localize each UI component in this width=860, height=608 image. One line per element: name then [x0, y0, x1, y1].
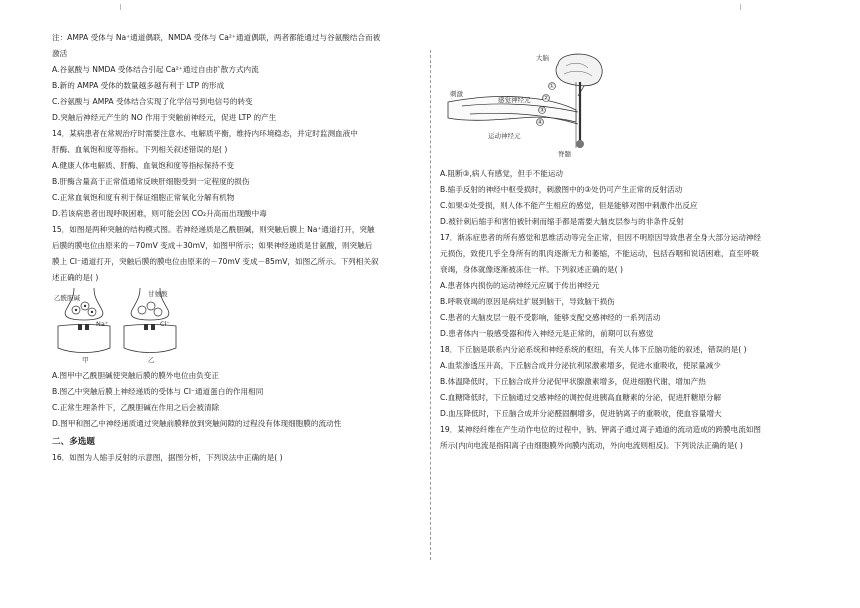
text-line: B.图乙中突触后膜上神经递质的受体与 Cl⁻通道蛋白的作用相同: [52, 387, 264, 396]
text-line: D.血压降低时，下丘脑合成并分泌醛固酮增多，促进钠离子的重吸收，使血容量增大: [440, 409, 722, 418]
fig-label-sensory-neuron: 感觉神经元: [498, 96, 531, 104]
text-line: A.患者体内损伤的运动神经元应属于传出神经元: [440, 281, 600, 290]
text-line: A.阻断③,病人有感觉，但手不能运动: [440, 169, 564, 178]
question-15-stem: 15．如图是两种突触的结构模式图。若神经递质是乙酰胆碱，则突触后膜上 Na⁺通道打开，突触: [52, 225, 375, 234]
question-16-stem: 16．如图为人缩手反射的示意图，据图分析，下列说法中正确的是( ): [52, 453, 283, 462]
text-line: C.谷氨酸与 AMPA 受体结合实现了化学信号到电信号的转变: [52, 97, 253, 106]
text-line: A.谷氨酸与 NMDA 受体结合引起 Ca²⁺通过自由扩散方式内流: [52, 65, 259, 74]
fig-marker-2: ②: [543, 94, 549, 102]
text-line: D.若该病患者出现呼吸困难，则可能会因 CO₂升高而出现酸中毒: [52, 209, 267, 218]
synapse-figure: [52, 288, 422, 364]
reflex-arc-figure: [440, 52, 808, 162]
text-line: 元损伤，致使几乎全身所有的肌肉逐渐无力和萎缩，不能运动，包括吞咽和说话困难，直至呼吸: [440, 249, 759, 258]
fig-label-cl: Cl⁻: [160, 320, 170, 328]
text-line: 衰竭，身体就像逐渐被冻住一样。下列叙述正确的是( ): [440, 265, 623, 274]
text-line: 膜上 Cl⁻通道打开，突触后膜的膜电位由原来的－70mV 变成－85mV，如图乙所示。下列相关叙: [52, 257, 379, 266]
question-14-stem: 14．某病患者在常规治疗时需要注意水、电解质平衡，维持内环境稳态，并定时监测血液中: [52, 129, 358, 138]
fig-label-motor-neuron: 运动神经元: [488, 132, 521, 140]
fig-marker-4: ④: [537, 118, 543, 126]
text-line: B.呼吸衰竭的原因是病灶扩展到脑干，导致脑干损伤: [440, 297, 615, 306]
text-line: 激活: [52, 49, 68, 58]
text-line: C.正常血氧饱和度有利于保证细胞正常氧化分解有机物: [52, 193, 235, 202]
text-line: D.患者体内一般感受器和传入神经元是正常的，前期可以有感觉: [440, 329, 654, 338]
text-line: 述正确的是( ): [52, 273, 99, 282]
fig-label-brain: 大脑: [536, 54, 549, 62]
text-line: 肝酶、血氧饱和度等指标。下列相关叙述错误的是( ): [52, 145, 228, 154]
section-title: 二、多选题: [52, 437, 95, 447]
fig-marker-1: ①: [549, 82, 555, 90]
fig-caption-b: 乙: [148, 356, 155, 364]
fig-caption-a: 甲: [82, 356, 89, 364]
text-line: B.体温降低时，下丘脑合成并分泌促甲状腺激素增多，促进细胞代谢，增加产热: [440, 377, 706, 386]
question-19-stem: 19．某神经纤维在产生动作电位的过程中，钠、钾离子通过离子通道的流动造成的跨膜电流如图: [440, 425, 762, 434]
page-crop-mark: [740, 4, 741, 10]
text-line: D.突触后神经元产生的 NO 作用于突触前神经元，促进 LTP 的产生: [52, 113, 277, 122]
fig-label-spinal-cord: 脊髓: [558, 150, 571, 158]
text-line: 所示(内向电流是指阳离子由细胞膜外向膜内流动，外向电流则相反)。下列说法正确的是( ): [440, 441, 743, 450]
text-line: C.正常生理条件下，乙酰胆碱在作用之后会被清除: [52, 403, 220, 412]
text-line: C.如果①处受损，则人体不能产生相应的感觉，但是能够对图中刺激作出反应: [440, 201, 698, 210]
fig-marker-3: ③: [539, 106, 545, 114]
right-column: [440, 30, 808, 454]
fig-label-stimulus: 刺激: [450, 90, 463, 98]
left-column: [52, 30, 422, 466]
text-line: D.被针刺后缩手和害怕被针刺而缩手都是需要大脑皮层参与的非条件反射: [440, 217, 684, 226]
text-line: A.血浆渗透压升高，下丘脑合成并分泌抗利尿激素增多，促进水重吸收，使尿量减少: [440, 361, 721, 370]
text-line: A.图甲中乙酰胆碱使突触后膜的膜外电位由负变正: [52, 371, 219, 380]
text-line: C.血糖降低时，下丘脑通过交感神经的调控促进胰高血糖素的分泌，促进肝糖原分解: [440, 393, 722, 402]
text-line: 注：AMPA 受体与 Na⁺通道偶联，NMDA 受体与 Ca²⁺通道偶联，两者都能通过与谷氨酸结合而被: [52, 33, 381, 42]
fig-label-na: Na⁺: [96, 320, 109, 328]
text-line: D.图甲和图乙中神经递质通过突触前膜释放到突触间隙的过程没有体现细胞膜的流动性: [52, 419, 342, 428]
text-line: C.患者的大脑皮层一般不受影响，能够支配交感神经的一系列活动: [440, 313, 661, 322]
text-line: 后膜的膜电位由原来的－70mV 变成＋30mV，如图甲所示；如果神经递质是甘氨酸，则突触后: [52, 241, 373, 250]
text-line: B.肝酶含量高于正常值通常反映肝细胞受到一定程度的损伤: [52, 177, 250, 186]
question-17-stem: 17．渐冻症患者的所有感觉和思维活动等完全正常，但因不明原因导致患者全身大部分运动神经: [440, 233, 762, 242]
fig-label-glycine: 甘氨酸: [148, 290, 168, 298]
page-crop-mark: [120, 4, 121, 10]
text-line: B.缩手反射的神经中枢受损时，刺激图中的③处仍可产生正常的反射活动: [440, 185, 683, 194]
column-divider: [430, 50, 431, 560]
text-line: B.新的 AMPA 受体的数量越多越有利于 LTP 的形成: [52, 81, 225, 90]
text-line: A.健康人体电解质、肝酶、血氧饱和度等指标保持不变: [52, 161, 235, 170]
question-18-stem: 18．下丘脑是联系内分泌系统和神经系统的枢纽，有关人体下丘脑功能的叙述，错误的是( ): [440, 345, 747, 354]
fig-label-acetylcholine: 乙酰胆碱: [54, 294, 80, 302]
